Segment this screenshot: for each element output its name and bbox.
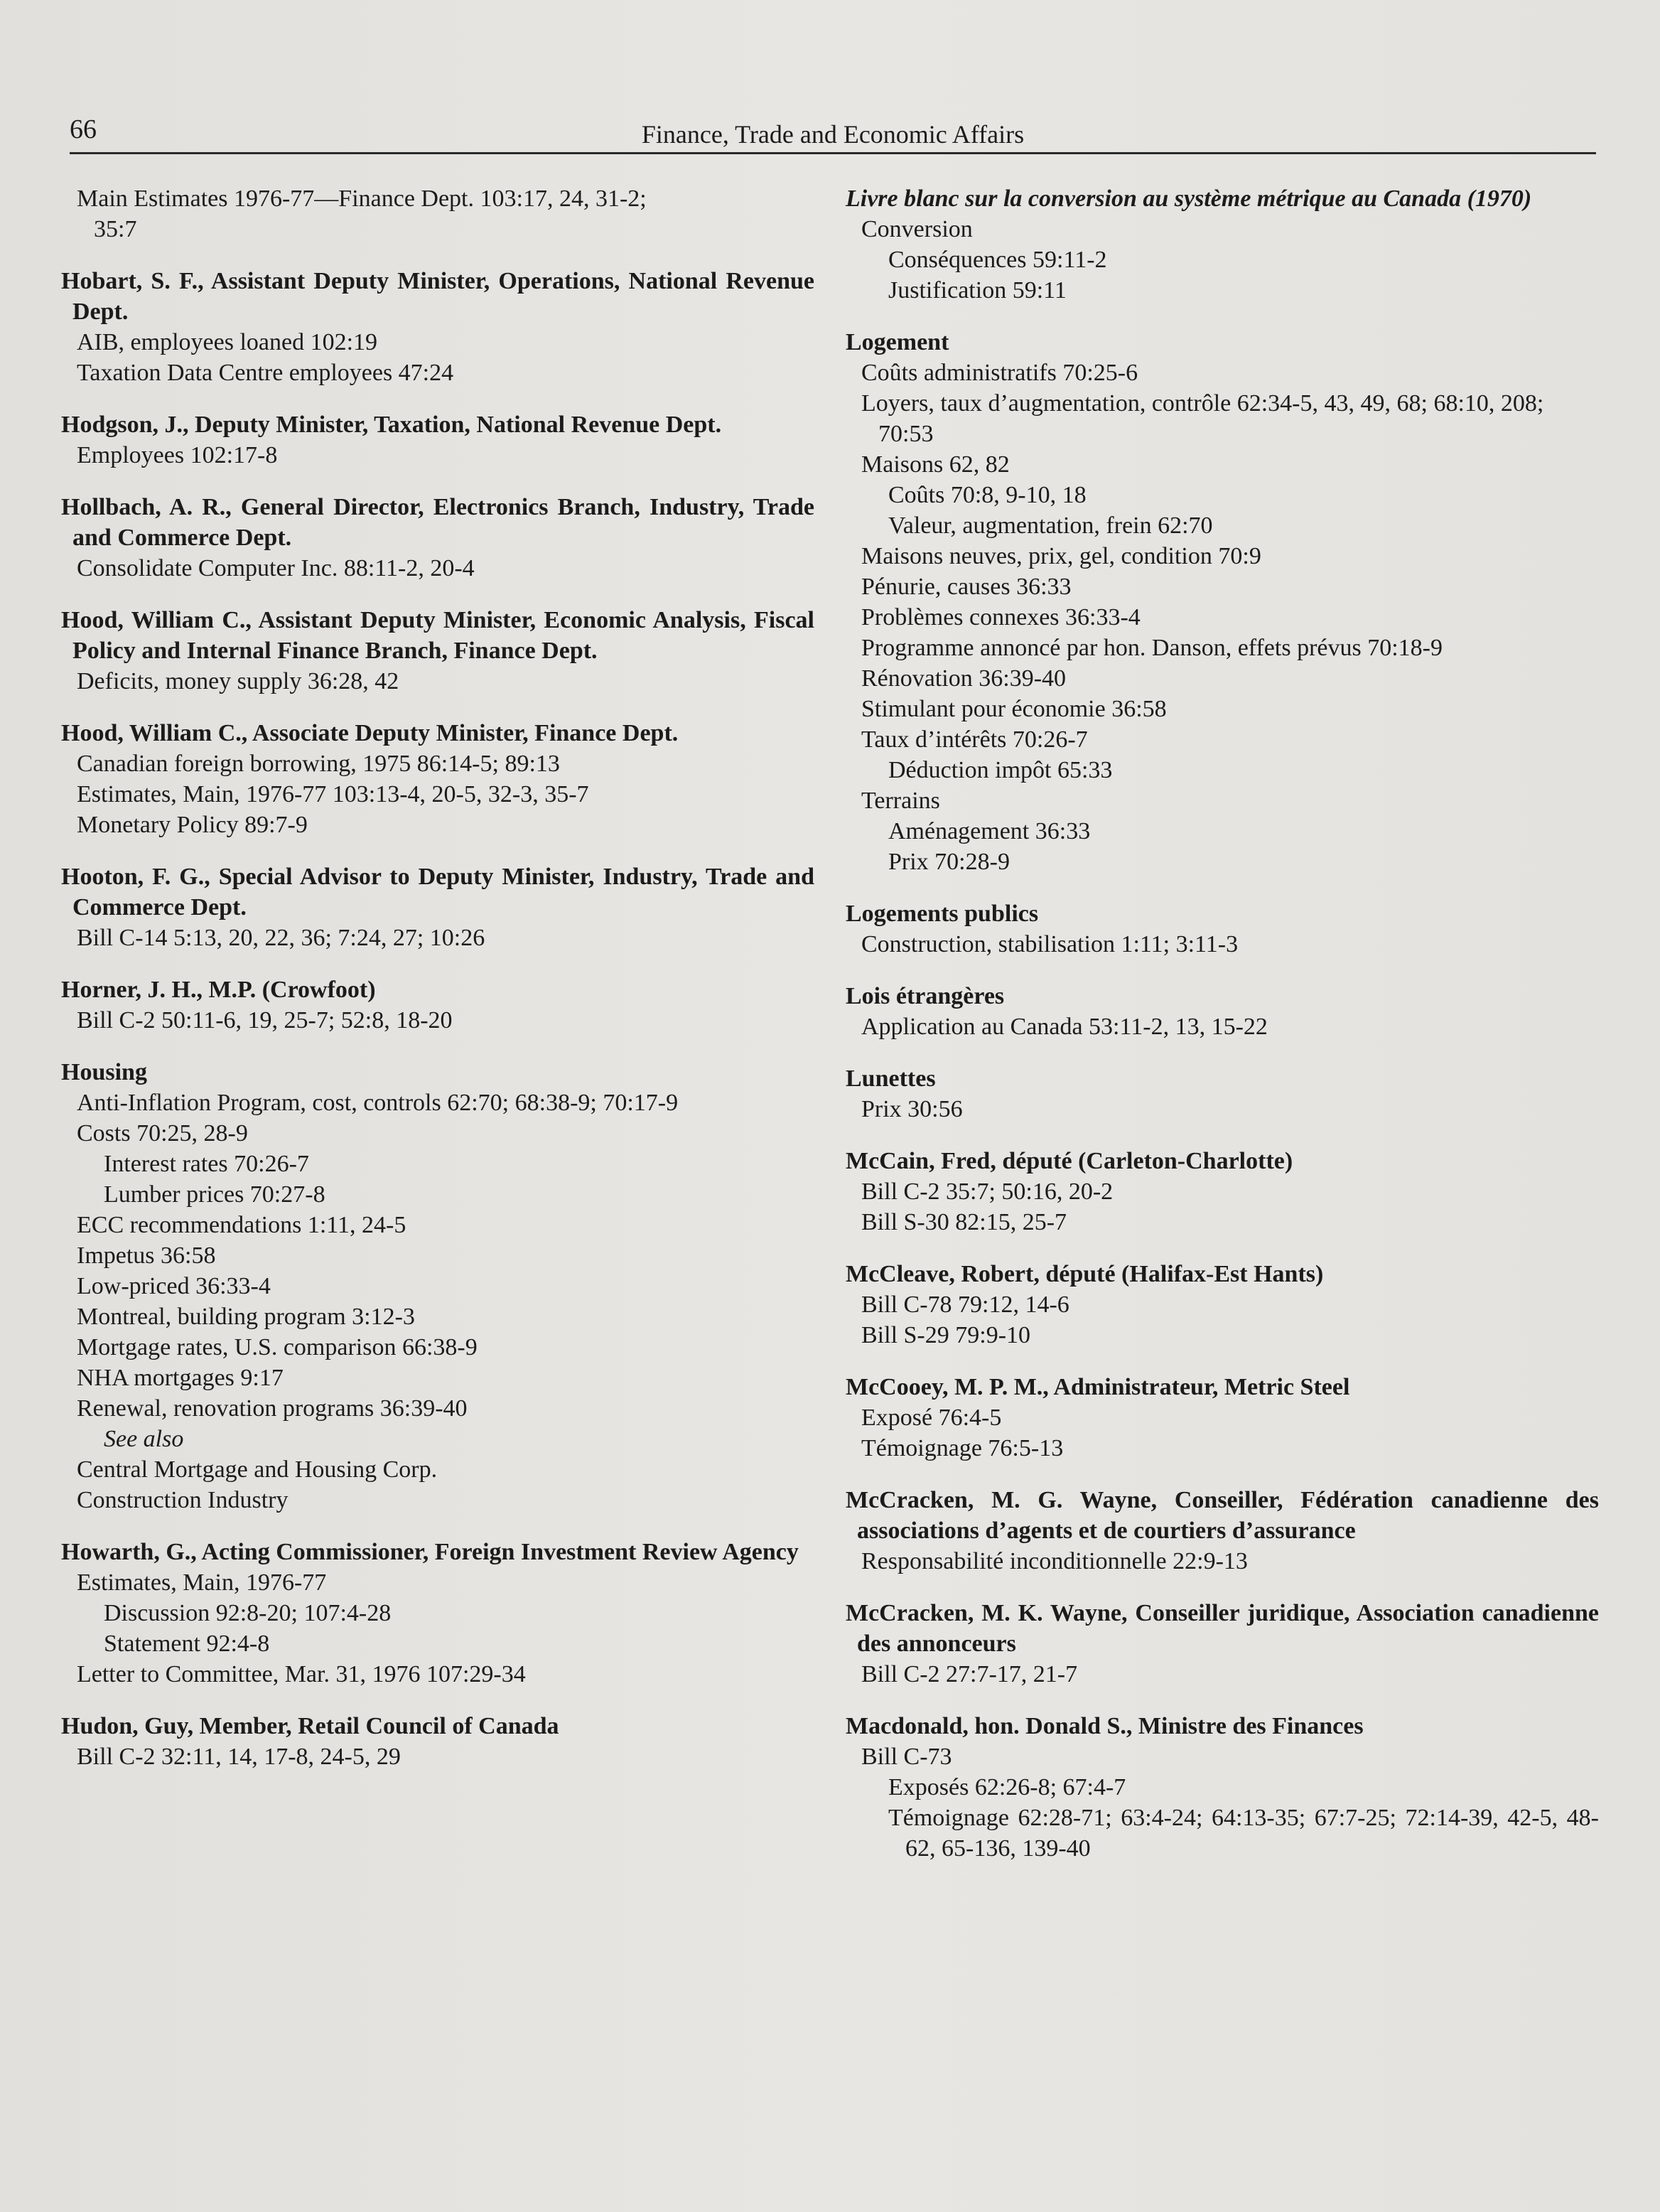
subentry: Bill C-14 5:13, 20, 22, 36; 7:24, 27; 10:26 xyxy=(77,925,485,951)
entry-heading: McCain, Fred, député (Carleton-Charlotte) xyxy=(846,1148,1293,1174)
index-entry xyxy=(846,1063,1599,1124)
subentry: Problèmes connexes 36:33-4 xyxy=(861,604,1141,630)
subentry: Estimates, Main, 1976-77 103:13-4, 20-5, 32-3, 35-7 xyxy=(77,781,589,807)
subentry-level2: Valeur, augmentation, frein 62:70 xyxy=(888,512,1213,539)
entry-heading: Logement xyxy=(846,329,949,355)
subentry: Taxation Data Centre employees 47:24 xyxy=(77,360,454,386)
index-entry xyxy=(61,492,814,584)
subentry: Monetary Policy 89:7-9 xyxy=(77,812,308,838)
subentry: Deficits, money supply 36:28, 42 xyxy=(77,668,399,694)
subentry: Estimates, Main, 1976-77 xyxy=(77,1569,327,1596)
subentry: Main Estimates 1976-77—Finance Dept. 103:17, 24, 31-2; xyxy=(77,186,647,212)
subentry: Canadian foreign borrowing, 1975 86:14-5; 89:13 xyxy=(77,751,560,777)
subentry-continuation: 35:7 xyxy=(94,216,137,242)
subentry: Bill C-2 35:7; 50:16, 20-2 xyxy=(861,1179,1114,1205)
entry-heading: Horner, J. H., M.P. (Crowfoot) xyxy=(61,977,376,1003)
subentry: Exposé 76:4-5 xyxy=(861,1405,1002,1431)
subentry-level2: Déduction impôt 65:33 xyxy=(888,757,1113,783)
entry-heading: Housing xyxy=(61,1059,147,1085)
subentry: NHA mortgages 9:17 xyxy=(77,1365,284,1391)
subentry: Coûts administratifs 70:25-6 xyxy=(861,360,1138,386)
subentry: Responsabilité inconditionnelle 22:9-13 xyxy=(861,1548,1248,1574)
subentry-level2: Discussion 92:8-20; 107:4-28 xyxy=(104,1600,392,1626)
entry-heading: Hobart, S. F., Assistant Deputy Minister, Operations, National Revenue Dept. xyxy=(61,268,814,325)
subentry: Bill C-2 32:11, 14, 17-8, 24-5, 29 xyxy=(77,1744,401,1770)
subentry: Bill C-2 50:11-6, 19, 25-7; 52:8, 18-20 xyxy=(77,1007,453,1033)
subentry: Conversion xyxy=(861,216,973,242)
subentry: Témoignage 76:5-13 xyxy=(861,1435,1064,1461)
right-column xyxy=(846,183,1599,1885)
subentry: Bill C-73 xyxy=(861,1744,952,1770)
index-entry xyxy=(846,1598,1599,1690)
index-entry xyxy=(61,1711,814,1772)
subentry-level2: Conséquences 59:11-2 xyxy=(888,247,1107,273)
index-entry xyxy=(61,409,814,471)
page-number: 66 xyxy=(70,114,97,144)
subentry: Mortgage rates, U.S. comparison 66:38-9 xyxy=(77,1334,478,1360)
entry-heading: Hood, William C., Associate Deputy Minister, Finance Dept. xyxy=(61,720,679,746)
subentry: Maisons neuves, prix, gel, condition 70:9 xyxy=(861,543,1261,569)
subentry: Costs 70:25, 28-9 xyxy=(77,1120,248,1147)
index-entry xyxy=(846,1259,1599,1351)
index-entry xyxy=(61,975,814,1036)
index-entry xyxy=(846,1711,1599,1864)
subentry: Loyers, taux d’augmentation, contrôle 62:34-5, 43, 49, 68; 68:10, 208; 70:53 xyxy=(861,390,1544,447)
subentry: Application au Canada 53:11-2, 13, 15-22 xyxy=(861,1014,1268,1040)
subentry: Bill C-2 27:7-17, 21-7 xyxy=(861,1661,1078,1687)
subentry: ECC recommendations 1:11, 24-5 xyxy=(77,1212,406,1238)
subentry: Bill S-29 79:9-10 xyxy=(861,1322,1031,1348)
subentry: Letter to Committee, Mar. 31, 1976 107:29-34 xyxy=(77,1661,526,1687)
subentry: Montreal, building program 3:12-3 xyxy=(77,1304,415,1330)
index-entry xyxy=(61,183,814,245)
index-entry xyxy=(61,1057,814,1515)
subentry: Pénurie, causes 36:33 xyxy=(861,574,1072,600)
subentry: Programme annoncé par hon. Danson, effets prévus 70:18-9 xyxy=(861,635,1443,661)
entry-heading: McCracken, M. G. Wayne, Conseiller, Fédération canadienne des associations d’agents et de courtiers d’assurance xyxy=(846,1487,1599,1544)
index-entry xyxy=(846,327,1599,877)
entry-heading: Lois étrangères xyxy=(846,983,1005,1009)
index-entry xyxy=(846,981,1599,1042)
subentry-level2: Coûts 70:8, 9-10, 18 xyxy=(888,482,1087,508)
subentry: Stimulant pour économie 36:58 xyxy=(861,696,1167,722)
subentry: Bill C-78 79:12, 14-6 xyxy=(861,1292,1069,1318)
entry-heading: Lunettes xyxy=(846,1065,936,1092)
subentry: Consolidate Computer Inc. 88:11-2, 20-4 xyxy=(77,555,475,581)
entry-heading: Logements publics xyxy=(846,901,1039,927)
subentry-level2: Lumber prices 70:27-8 xyxy=(104,1181,325,1208)
subentry: Low-priced 36:33-4 xyxy=(77,1273,271,1299)
left-column xyxy=(61,183,814,1793)
subentry: Employees 102:17-8 xyxy=(77,442,278,468)
index-entry xyxy=(61,1537,814,1690)
subentry: Rénovation 36:39-40 xyxy=(861,665,1067,692)
subentry-level2: Statement 92:4-8 xyxy=(104,1631,270,1657)
subentry-level2: Prix 70:28-9 xyxy=(888,849,1010,875)
subentry: Anti-Inflation Program, cost, controls 62:70; 68:38-9; 70:17-9 xyxy=(77,1090,679,1116)
entry-heading: Macdonald, hon. Donald S., Ministre des Finances xyxy=(846,1713,1364,1739)
entry-heading: Hodgson, J., Deputy Minister, Taxation, National Revenue Dept. xyxy=(61,412,722,438)
running-title: Finance, Trade and Economic Affairs xyxy=(641,120,1025,149)
index-entry xyxy=(846,1485,1599,1577)
index-entry xyxy=(61,605,814,697)
entry-heading: Howarth, G., Acting Commissioner, Foreign Investment Review Agency xyxy=(61,1539,799,1565)
index-entry xyxy=(846,1372,1599,1464)
subentry-level2: Aménagement 36:33 xyxy=(888,818,1091,844)
subentry: Prix 30:56 xyxy=(861,1096,963,1122)
index-entry xyxy=(61,266,814,388)
see-also-label: See also xyxy=(104,1426,184,1452)
subentry: Maisons 62, 82 xyxy=(861,451,1010,478)
index-entry xyxy=(61,861,814,953)
subentry-level2: Exposés 62:26-8; 67:4-7 xyxy=(888,1774,1126,1800)
entry-heading: McCleave, Robert, député (Halifax-Est Hants) xyxy=(846,1261,1324,1287)
entry-heading: McCracken, M. K. Wayne, Conseiller juridique, Association canadienne des annonceurs xyxy=(846,1600,1599,1657)
subentry: Impetus 36:58 xyxy=(77,1242,216,1269)
index-entry xyxy=(846,183,1599,306)
subentry-level2: Justification 59:11 xyxy=(888,277,1067,304)
cross-reference: Central Mortgage and Housing Corp. xyxy=(77,1456,438,1483)
subentry: Taux d’intérêts 70:26-7 xyxy=(861,726,1088,753)
subentry: Terrains xyxy=(861,788,940,814)
page-header xyxy=(70,114,1596,154)
cross-reference: Construction Industry xyxy=(77,1487,289,1513)
entry-heading: Hudon, Guy, Member, Retail Council of Canada xyxy=(61,1713,559,1739)
subentry: Construction, stabilisation 1:11; 3:11-3 xyxy=(861,931,1239,957)
index-entry xyxy=(846,1146,1599,1237)
entry-heading: Livre blanc sur la conversion au système métrique au Canada (1970) xyxy=(846,186,1532,212)
index-entry xyxy=(61,718,814,840)
subentry: Bill S-30 82:15, 25-7 xyxy=(861,1209,1067,1235)
subentry-level2: Interest rates 70:26-7 xyxy=(104,1151,309,1177)
subentry-level2: Témoignage 62:28-71; 63:4-24; 64:13-35; 67:7-25; 72:14-39, 42-5, 48-62, 65-136, 139-40 xyxy=(888,1805,1599,1862)
subentry: Renewal, renovation programs 36:39-40 xyxy=(77,1395,468,1422)
entry-heading: McCooey, M. P. M., Administrateur, Metric Steel xyxy=(846,1374,1350,1400)
entry-heading: Hood, William C., Assistant Deputy Minister, Economic Analysis, Fiscal Policy and Internal Finance Branch, Finance Dept. xyxy=(61,607,814,664)
subentry: AIB, employees loaned 102:19 xyxy=(77,329,378,355)
index-entry xyxy=(846,898,1599,960)
entry-heading: Hollbach, A. R., General Director, Electronics Branch, Industry, Trade and Commerce Dept. xyxy=(61,494,814,551)
entry-heading: Hooton, F. G., Special Advisor to Deputy Minister, Industry, Trade and Commerce Dept. xyxy=(61,864,814,920)
